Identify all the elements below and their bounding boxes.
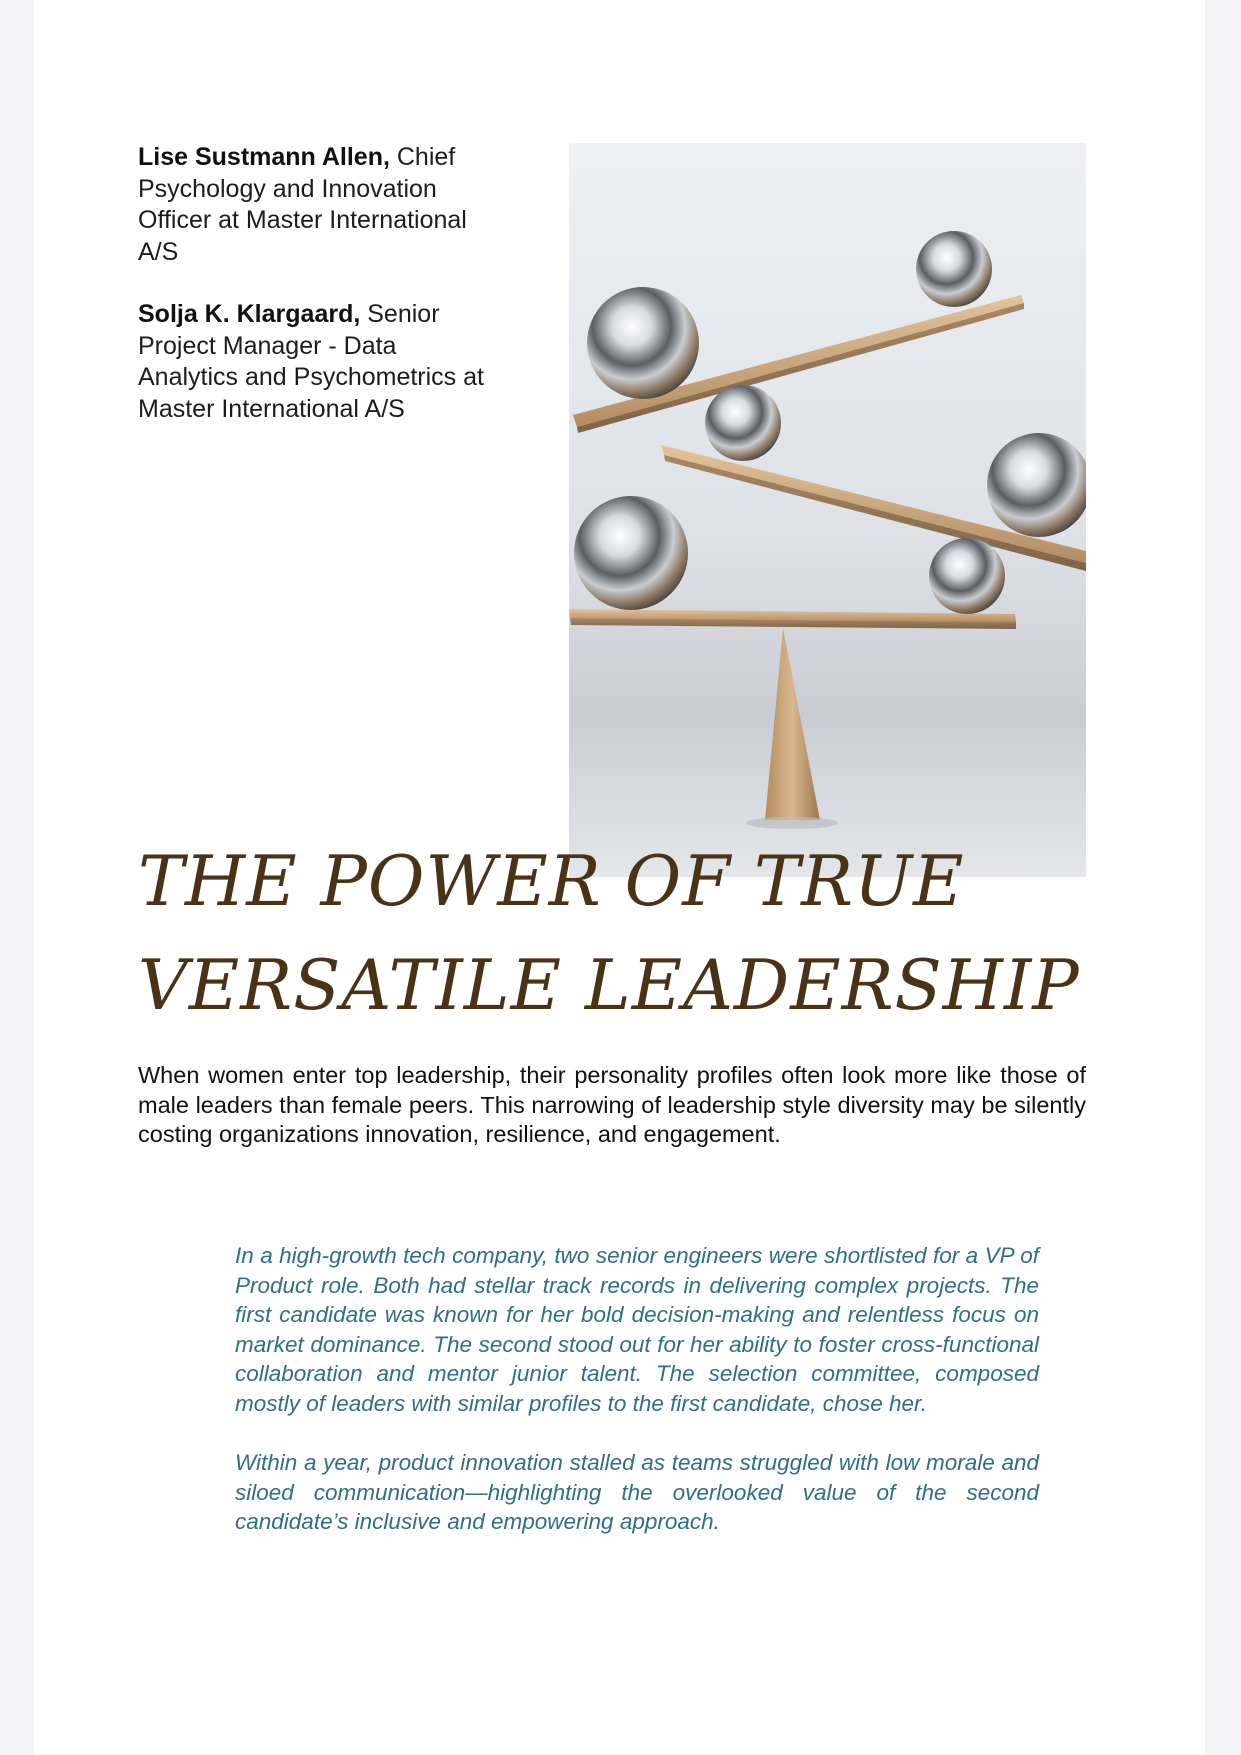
author-credit xyxy=(138,142,498,268)
author-role: Chief Psychology and Innovation Officer at Master International A/S xyxy=(138,143,467,266)
intro-paragraph: When women enter top leadership, their personality profiles often look more like those of male leaders than female peers. This narrowing of leadership style diversity may be silently costing organizations innovation, resilience, and engagement. xyxy=(138,1062,1086,1147)
story-block xyxy=(235,1241,1039,1567)
author-name: Lise Sustmann Allen, xyxy=(138,143,390,171)
story-paragraph: Within a year, product innovation stalled as teams struggled with low morale and siloed communication—highlighting the overlooked value of the second candidate’s inclusive and empowering approach. xyxy=(235,1450,1039,1535)
balance-scale-spheres-image xyxy=(569,143,1086,877)
story-paragraph: In a high-growth tech company, two senior engineers were shortlisted for a VP of Product role. Both had stellar track records in delivering complex projects. The first candidate was known for her bold decision-making and relentless focus on market dominance. The second stood out for her ability to foster cross-functional collaboration and mentor junior talent. The selection committee, composed mostly of leaders with similar profiles to the first candidate, chose her. xyxy=(235,1243,1039,1416)
author-credit xyxy=(138,299,498,425)
author-role: Senior Project Manager - Data Analytics and Psychometrics at Master International A/S xyxy=(138,300,484,423)
document-page xyxy=(34,0,1205,1755)
author-credits xyxy=(138,142,498,456)
title-line: VERSATILE LEADERSHIP xyxy=(138,946,1080,1026)
title-line: THE POWER OF TRUE xyxy=(138,842,965,922)
article-title xyxy=(138,830,1118,1038)
author-name: Solja K. Klargaard, xyxy=(138,300,361,328)
